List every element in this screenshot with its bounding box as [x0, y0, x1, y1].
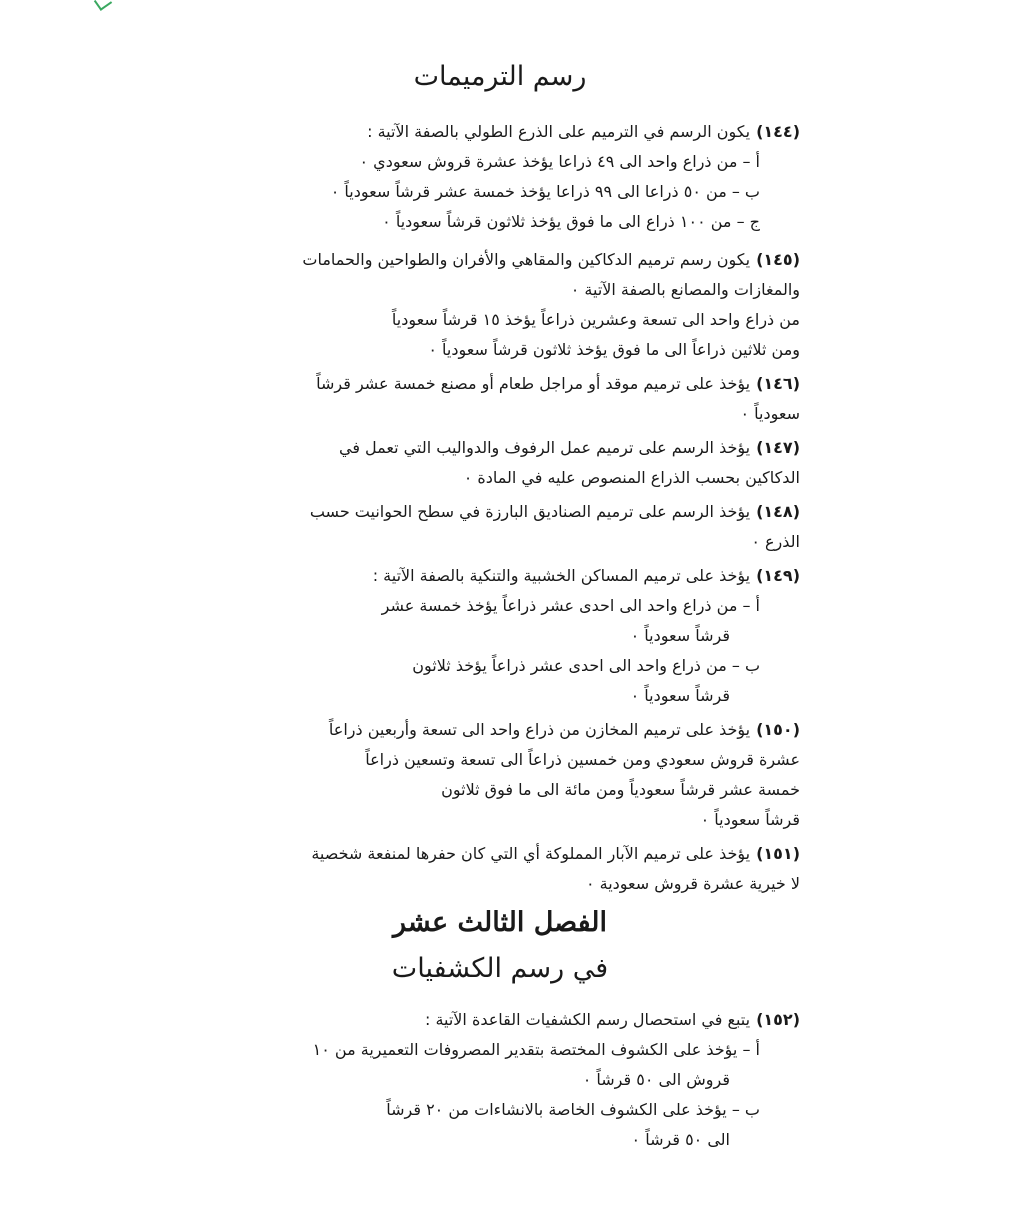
article-number: (١٤٧): [756, 438, 800, 457]
list-item: أ – من ذراع واحد الى احدى عشر ذراعاً يؤخذ خمسة عشر: [381, 596, 760, 615]
article-146: [200, 369, 800, 429]
article-145: [200, 245, 800, 365]
article-text: الذرع ٠: [751, 532, 800, 551]
article-number: (١٤٦): [756, 374, 800, 393]
list-item: ب – من ٥٠ ذراعا الى ٩٩ ذراعا يؤخذ خمسة عشر قرشاً سعودياً ٠: [330, 182, 760, 201]
chapter-subtitle: في رسم الكشفيات: [391, 953, 609, 984]
article-text: يكون الرسم في الترميم على الذرع الطولي بالصفة الآتية :: [367, 122, 751, 141]
list-item: قروش الى ٥٠ قرشاً ٠: [582, 1070, 730, 1089]
article-number: (١٤٤): [756, 122, 800, 141]
article-text: يؤخذ على ترميم المخازن من ذراع واحد الى تسعة وأربعين ذراعاً: [328, 720, 751, 739]
article-number: (١٤٥): [756, 250, 800, 269]
article-text: من ذراع واحد الى تسعة وعشرين ذراعاً يؤخذ ١٥ قرشاً سعودياً: [391, 310, 800, 329]
article-text: يؤخذ على ترميم المساكن الخشبية والتنكية بالصفة الآتية :: [372, 566, 751, 585]
article-text: والمغازات والمصانع بالصفة الآتية ٠: [570, 280, 800, 299]
list-item: قرشاً سعودياً ٠: [630, 686, 730, 705]
list-item: أ – يؤخذ على الكشوف المختصة بتقدير المصروفات التعميرية من ١٠: [312, 1040, 760, 1059]
document-page: [200, 55, 800, 1159]
chapter-title: الفصل الثالث عشر: [393, 907, 607, 938]
article-150: [200, 715, 800, 835]
article-text: الدكاكين بحسب الذراع المنصوص عليه في المادة ٠: [463, 468, 800, 487]
list-item: ب – من ذراع واحد الى احدى عشر ذراعاً يؤخذ ثلاثون: [412, 656, 760, 675]
article-number: (١٥١): [756, 844, 800, 863]
section-heading: رسم الترميمات: [413, 61, 587, 92]
article-text: يؤخذ على ترميم الآبار المملوكة أي التي كان حفرها لمنفعة شخصية: [311, 844, 751, 863]
article-number: (١٥٢): [756, 1010, 800, 1029]
article-text: عشرة قروش سعودي ومن خمسين ذراعاً الى تسعة وتسعين ذراعاً: [365, 750, 800, 769]
list-item: أ – من ذراع واحد الى ٤٩ ذراعا يؤخذ عشرة قروش سعودي ٠: [359, 152, 760, 171]
article-text: ومن ثلاثين ذراعاً الى ما فوق يؤخذ ثلاثون قرشاً سعودياً ٠: [428, 340, 800, 359]
article-text: يتبع في استحصال رسم الكشفيات القاعدة الآتية :: [424, 1010, 751, 1029]
corner-mark: [94, 0, 112, 11]
article-151: [200, 839, 800, 899]
article-149: [200, 561, 800, 711]
article-text: لا خيرية عشرة قروش سعودية ٠: [585, 874, 800, 893]
article-147: [200, 433, 800, 493]
article-number: (١٤٨): [756, 502, 800, 521]
article-number: (١٥٠): [756, 720, 800, 739]
article-number: (١٤٩): [756, 566, 800, 585]
list-item: الى ٥٠ قرشاً ٠: [631, 1130, 730, 1149]
article-148: [200, 497, 800, 557]
article-text: يؤخذ الرسم على ترميم عمل الرفوف والدواليب التي تعمل في: [338, 438, 751, 457]
article-text: يكون رسم ترميم الدكاكين والمقاهي والأفران والطواحين والحمامات: [302, 250, 751, 269]
list-item: قرشاً سعودياً ٠: [630, 626, 730, 645]
article-text: قرشاً سعودياً ٠: [700, 810, 800, 829]
article-text: يؤخذ الرسم على ترميم الصناديق البارزة في سطح الحوانيت حسب: [309, 502, 751, 521]
article-text: يؤخذ على ترميم موقد أو مراجل طعام أو مصنع خمسة عشر قرشاً: [316, 374, 751, 393]
list-item: ج – من ١٠٠ ذراع الى ما فوق يؤخذ ثلاثون قرشاً سعودياً ٠: [382, 212, 760, 231]
article-text: سعودياً ٠: [740, 404, 800, 423]
article-152: [200, 1005, 800, 1155]
article-text: خمسة عشر قرشاً سعودياً ومن مائة الى ما فوق ثلاثون: [441, 780, 800, 799]
article-144: [200, 117, 800, 237]
list-item: ب – يؤخذ على الكشوف الخاصة بالانشاءات من ٢٠ قرشاً: [386, 1100, 760, 1119]
